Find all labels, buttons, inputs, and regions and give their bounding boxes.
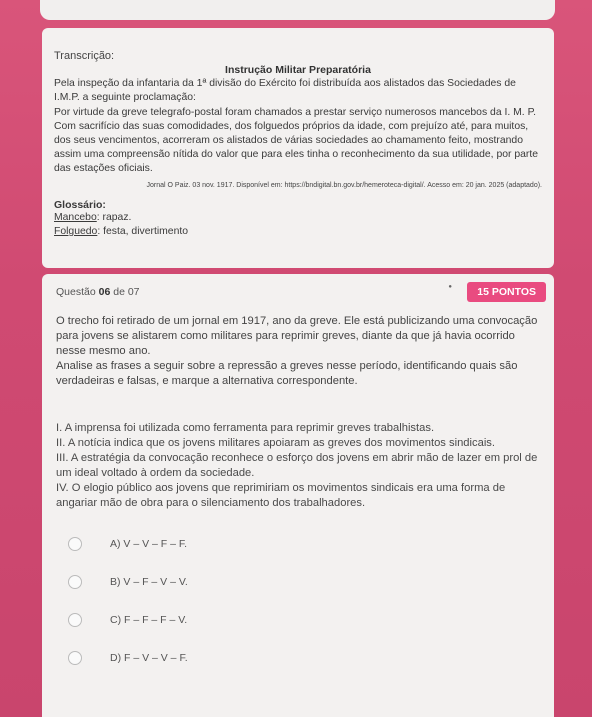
option-b[interactable]: [56, 571, 540, 593]
previous-card-edge: [40, 0, 555, 20]
question-paragraph: O trecho foi retirado de um jornal em 1917, ano da greve. Ele está publicizando uma convocação para jovens se alistarem como militares para reprimir greves, diante da que já havia ocorrido nesse mesmo ano.: [56, 315, 538, 357]
option-label: A) V – V – F – F.: [110, 538, 188, 550]
question-paragraph: Analise as frases a seguir sobre a repressão a greves nesse período, identificando quais são verdadeiras e falsas, e marque a alternativa correspondente.: [56, 360, 518, 387]
glossary-definition: : rapaz.: [96, 212, 132, 223]
transcript-body: Por virtude da greve telegrafo-postal foram chamados a prestar serviço numerosos mancebos da I. M. P. Com sacrifício das suas comodidades, dos folguedos próprios da idade, com prejuízo até, para muitos, dos seus vencimentos, acorreram os alistados de várias sociedades ao chamamento feito, mostrando assim uma compreensão nítida do valor que para eles tinha o reconhecimento da sua utilidade, por parte das estações oficiais.: [54, 107, 539, 174]
transcript-source: Jornal O Paiz. 03 nov. 1917. Disponível em: https://bndigital.bn.gov.br/hemeroteca-digital/. Acesso em: 20 jan. 2025 (adaptado).: [146, 182, 542, 189]
question-header: [56, 282, 540, 302]
option-label: D) F – V – V – F.: [110, 652, 188, 664]
statement-item: I. A imprensa foi utilizada como ferramenta para reprimir greves trabalhistas.: [56, 422, 435, 434]
transcript-label: Transcrição:: [54, 50, 115, 62]
option-c[interactable]: [56, 609, 540, 631]
answer-options: [56, 533, 540, 669]
glossary-term: Folguedo: [54, 226, 98, 237]
bullet-dot-icon: ●: [448, 284, 452, 290]
option-label: B) V – F – V – V.: [110, 576, 188, 588]
glossary-term: Mancebo: [54, 212, 97, 223]
statement-item: II. A notícia indica que os jovens militares apoiaram as greves dos movimentos sindicais.: [56, 437, 496, 449]
glossary-title: Glossário:: [54, 199, 106, 211]
option-label: C) F – F – F – V.: [110, 614, 188, 626]
transcript-heading: Instrução Militar Preparatória: [225, 64, 371, 76]
question-number-total: de 07: [110, 286, 140, 298]
transcript-intro: Pela inspeção da infantaria da 1ª divisão do Exército foi distribuída aos alistados das Sociedades de I.M.P. a seguinte proclamação:: [54, 78, 516, 103]
statement-item: III. A estratégia da convocação reconhece o esforço dos jovens em abrir mão de lazer em prol de um ideal voltado à ordem da sociedade.: [56, 452, 538, 479]
question-number-current: 06: [98, 286, 111, 298]
points-badge: 15 PONTOS: [467, 282, 546, 302]
radio-button[interactable]: [68, 537, 82, 551]
option-d[interactable]: [56, 647, 540, 669]
glossary-definition: : festa, divertimento: [97, 226, 189, 237]
transcript-card: [42, 28, 554, 268]
glossary-item: [54, 225, 542, 239]
question-number-prefix: Questão: [56, 286, 99, 298]
question-card: [42, 274, 554, 717]
radio-button[interactable]: [68, 575, 82, 589]
statement-item: IV. O elogio público aos jovens que reprimiriam os movimentos sindicais era uma forma de angariar mão de obra para o silenciamento dos trabalhadores.: [56, 482, 506, 509]
question-number: [56, 286, 140, 298]
radio-button[interactable]: [68, 651, 82, 665]
question-text: [56, 314, 540, 389]
option-a[interactable]: [56, 533, 540, 555]
statements-list: [56, 421, 540, 511]
radio-button[interactable]: [68, 613, 82, 627]
glossary-item: [54, 211, 542, 225]
